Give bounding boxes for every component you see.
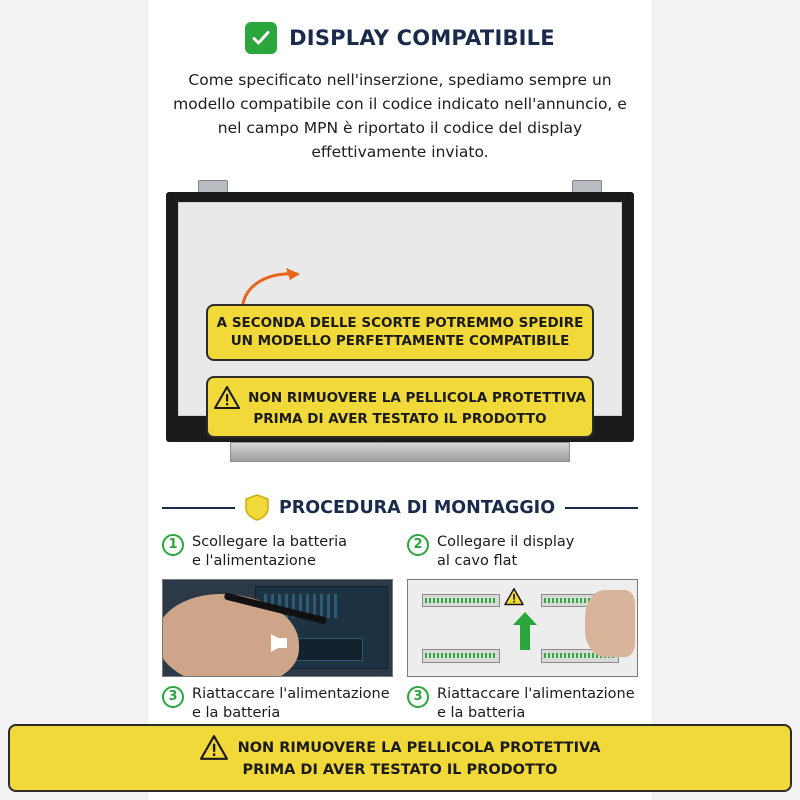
warning-triangle-icon bbox=[504, 588, 524, 606]
intro-text: Come specificato nell'inserzione, spediamo sempre un modello compatibile con il codice indicato nell'annuncio, e nel campo MPN è riportato il codice del display effettivamente inviato. bbox=[173, 71, 627, 162]
step-number: 3 bbox=[407, 686, 429, 708]
page-title: DISPLAY COMPATIBILE bbox=[289, 26, 555, 50]
procedure-steps-bottom bbox=[162, 685, 638, 727]
connector-top-left bbox=[422, 594, 500, 607]
procedure-header bbox=[162, 494, 638, 521]
footer-warning-line2: PRIMA DI AVER TESTATO IL PRODOTTO bbox=[242, 762, 558, 779]
step-text-line2: e la batteria bbox=[192, 704, 281, 721]
warning-triangle-icon bbox=[200, 735, 228, 761]
flat-cable-photo bbox=[407, 579, 638, 677]
film-warning-banner bbox=[206, 376, 594, 438]
step-1 bbox=[162, 533, 393, 677]
procedure-title: PROCEDURA DI MONTAGGIO bbox=[278, 497, 556, 518]
panel-base-strip bbox=[230, 442, 570, 462]
procedure-steps-top bbox=[162, 533, 638, 677]
direction-arrow-icon bbox=[271, 634, 287, 652]
check-square-icon bbox=[245, 22, 277, 54]
footer-warning-banner bbox=[8, 724, 792, 792]
step-number: 1 bbox=[162, 534, 184, 556]
step-text-line1: Riattaccare l'alimentazione bbox=[192, 686, 390, 703]
insert-direction-arrow-icon bbox=[520, 624, 530, 650]
shield-icon bbox=[245, 494, 269, 521]
step-number: 3 bbox=[162, 686, 184, 708]
step-text-line2: e l'alimentazione bbox=[192, 552, 316, 569]
header-title-row bbox=[148, 22, 652, 54]
content-column bbox=[148, 0, 652, 800]
stock-notice-line1: A SECONDA DELLE SCORTE POTREMMO SPEDIRE bbox=[216, 315, 584, 332]
step-2 bbox=[407, 533, 638, 677]
footer-warning-line1: NON RIMUOVERE LA PELLICOLA PROTETTIVA bbox=[237, 739, 601, 756]
step-3-right bbox=[407, 685, 638, 727]
divider-left bbox=[162, 507, 235, 509]
hand-shape bbox=[585, 590, 635, 657]
divider-right bbox=[565, 507, 638, 509]
left-gutter bbox=[0, 0, 148, 800]
stock-notice-line2: UN MODELLO PERFETTAMENTE COMPATIBILE bbox=[230, 333, 570, 350]
right-gutter bbox=[652, 0, 800, 800]
step-number: 2 bbox=[407, 534, 429, 556]
film-warning-line1: NON RIMUOVERE LA PELLICOLA PROTETTIVA bbox=[248, 389, 586, 406]
step-text-line1: Riattaccare l'alimentazione bbox=[437, 686, 635, 703]
step-3-left bbox=[162, 685, 393, 727]
step-text-line1: Collegare il display bbox=[437, 534, 575, 551]
warning-triangle-icon bbox=[214, 386, 240, 410]
stock-notice-banner bbox=[206, 304, 594, 360]
display-panel-illustration bbox=[160, 180, 640, 480]
laptop-battery-photo bbox=[162, 579, 393, 677]
step-text-line1: Scollegare la batteria bbox=[192, 534, 348, 551]
film-warning-line2: PRIMA DI AVER TESTATO IL PRODOTTO bbox=[253, 411, 547, 428]
step-text-line2: e la batteria bbox=[437, 704, 526, 721]
step-text-line2: al cavo flat bbox=[437, 552, 518, 569]
connector-bottom-left bbox=[422, 649, 500, 662]
